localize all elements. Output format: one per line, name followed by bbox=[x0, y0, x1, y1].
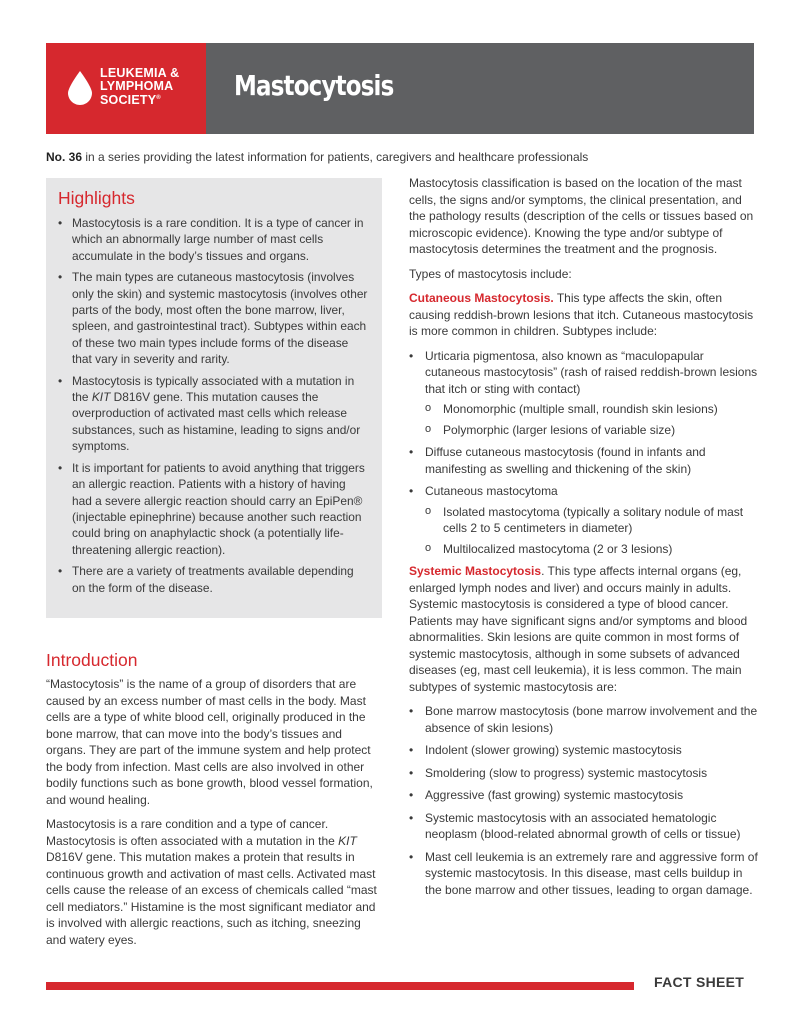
lls-logo bbox=[46, 43, 206, 134]
list-item: • Diffuse cutaneous mastocytosis (found in infants and manifesting as swelling and thickening of the skin) bbox=[409, 444, 759, 477]
footer-bar bbox=[46, 982, 634, 990]
list-item: • Systemic mastocytosis with an associated hematologic neoplasm (blood-related abnormal growth of cells or tissue) bbox=[409, 810, 759, 843]
introduction-heading: Introduction bbox=[46, 650, 138, 670]
list-item-text: D816V gene. This mutation causes the overproduction of activated mast cells which release substances, such as histamine, leading to signs and/or symptoms. bbox=[72, 390, 361, 454]
list-item bbox=[409, 483, 759, 557]
cutaneous-paragraph bbox=[409, 290, 759, 340]
logo-line-3: SOCIETY bbox=[100, 93, 157, 108]
sub-list-item: o Isolated mastocytoma (typically a solitary nodule of mast cells 2 to 5 centimeters in diameter) bbox=[425, 504, 759, 537]
intro-paragraph-1: “Mastocytosis” is the name of a group of disorders that are caused by an excess number of mast cells in the body. Mast cells are a type of white blood cell, originally produced in the bone marrow, that can move into the body’s tissues and organs. They are part of the immune system and help protect the body from infection. Mast cells are also involved in other bodily functions such as bone growth, blood vessel formation, and wound healing. bbox=[46, 677, 373, 807]
list-item bbox=[409, 348, 759, 439]
list-item: • The main types are cutaneous mastocytosis (involves only the skin) and systemic mastocytosis (involves other parts of the body, most often the bone marrow, liver, spleen, and gastrointestinal tract). Subtypes within each of these two main types include forms of the disease that vary in severity and rarity. bbox=[58, 269, 368, 367]
intro-paragraph-2 bbox=[46, 816, 382, 948]
series-text: in a series providing the latest information for patients, caregivers and healthcare professionals bbox=[82, 150, 589, 164]
cutaneous-text: This type affects the skin, often causing reddish-brown lesions that itch. Cutaneous mastocytosis is more common in children. Subtypes include: bbox=[409, 291, 754, 338]
series-number: No. 36 bbox=[46, 150, 83, 164]
list-item: • Mast cell leukemia is an extremely rare and aggressive form of systemic mastocytosis. In this disease, mast cells buildup in the bone marrow and other tissues, leading to organ damage. bbox=[409, 849, 759, 899]
registered-mark: ® bbox=[156, 95, 161, 101]
cutaneous-title: Cutaneous Mastocytosis. bbox=[409, 291, 554, 305]
header-banner bbox=[46, 43, 754, 134]
list-item-text: Cutaneous mastocytoma bbox=[425, 484, 558, 498]
systemic-text: . This type affects internal organs (eg, enlarged lymph nodes and liver) and occurs mainly in adults. Systemic mastocytosis is considered a type of blood cancer. Patients may have significant signs and/or symptoms and blood abnormalities. Skin lesions are quite common in most forms of systemic mastocytosis, although in some subsets of advanced diseases (eg, mast cell leukemia), it is less common. The main subtypes of systemic mastocytosis are: bbox=[409, 564, 748, 694]
types-intro: Types of mastocytosis include: bbox=[409, 266, 572, 281]
highlights-list bbox=[58, 215, 368, 596]
sub-list bbox=[425, 401, 759, 438]
list-item bbox=[58, 373, 368, 455]
systemic-paragraph bbox=[409, 563, 759, 695]
title-panel bbox=[206, 43, 754, 134]
list-item: • Indolent (slower growing) systemic mastocytosis bbox=[409, 742, 759, 759]
list-item-text: Mastocytosis is typically associated with a mutation in the bbox=[72, 373, 355, 405]
highlights-box bbox=[46, 178, 382, 618]
classification-paragraph: Mastocytosis classification is based on the location of the mast cells, the signs and/or symptoms, the clinical presentation, and the pathology results (description of the cells or tissues based on microscopic evidence). Knowing the type and/or subtype of mastocytosis determines the treatment and the prognosis. bbox=[409, 176, 754, 256]
paragraph-text: D816V gene. This mutation makes a protein that results in continuous growth and activation of mast cells. Activated mast cells cause the release of an excess of chemicals called “mast cell mediators.” Histamine is the most significant mediator and is involved with allergic reactions, such as itching, sneezing and watery eyes. bbox=[46, 850, 377, 947]
cutaneous-list bbox=[409, 348, 759, 558]
sub-list-item: o Monomorphic (multiple small, roundish skin lesions) bbox=[425, 401, 759, 418]
sub-list bbox=[425, 504, 759, 558]
list-item: • It is important for patients to avoid anything that triggers an allergic reaction. Patients with a history of having had a severe allergic reaction should carry an EpiPen® (injectable epinephrine) because another such reaction could bring on anaphylactic shock (a potentially life-threatening allergic reaction). bbox=[58, 460, 368, 558]
systemic-list bbox=[409, 703, 759, 898]
gene-name: KIT bbox=[91, 390, 111, 405]
list-item: • There are a variety of treatments available depending on the form of the disease. bbox=[58, 563, 368, 596]
gene-name: KIT bbox=[338, 833, 357, 848]
paragraph-text: Mastocytosis is a rare condition and a type of cancer. Mastocytosis is often associated with a mutation in the bbox=[46, 817, 339, 848]
sub-list-item: o Multilocalized mastocytoma (2 or 3 lesions) bbox=[425, 541, 759, 558]
logo-line-1: LEUKEMIA & bbox=[100, 66, 180, 80]
systemic-title: Systemic Mastocytosis bbox=[409, 564, 542, 578]
list-item: • Mastocytosis is a rare condition. It is a type of cancer in which an abnormally large number of mast cells accumulate in the body’s tissues and organs. bbox=[58, 215, 368, 264]
logo-wordmark bbox=[100, 67, 179, 107]
list-item-text: Urticaria pigmentosa, also known as “maculopapular cutaneous mastocytosis” (rash of raised reddish-brown lesions that itch or sting with contact) bbox=[425, 348, 758, 396]
list-item: • Smoldering (slow to progress) systemic mastocytosis bbox=[409, 765, 759, 782]
blood-drop-icon bbox=[68, 71, 92, 105]
sub-list-item: o Polymorphic (larger lesions of variable size) bbox=[425, 422, 759, 439]
list-item: • Bone marrow mastocytosis (bone marrow involvement and the absence of skin lesions) bbox=[409, 703, 759, 736]
fact-sheet-label: FACT SHEET bbox=[654, 974, 745, 990]
left-column bbox=[46, 178, 382, 956]
page-title: Mastocytosis bbox=[234, 69, 394, 102]
highlights-heading: Highlights bbox=[58, 188, 135, 208]
logo-line-2: LYMPHOMA bbox=[100, 78, 174, 93]
series-line bbox=[46, 150, 588, 164]
list-item: • Aggressive (fast growing) systemic mastocytosis bbox=[409, 787, 759, 804]
right-column bbox=[409, 175, 759, 904]
